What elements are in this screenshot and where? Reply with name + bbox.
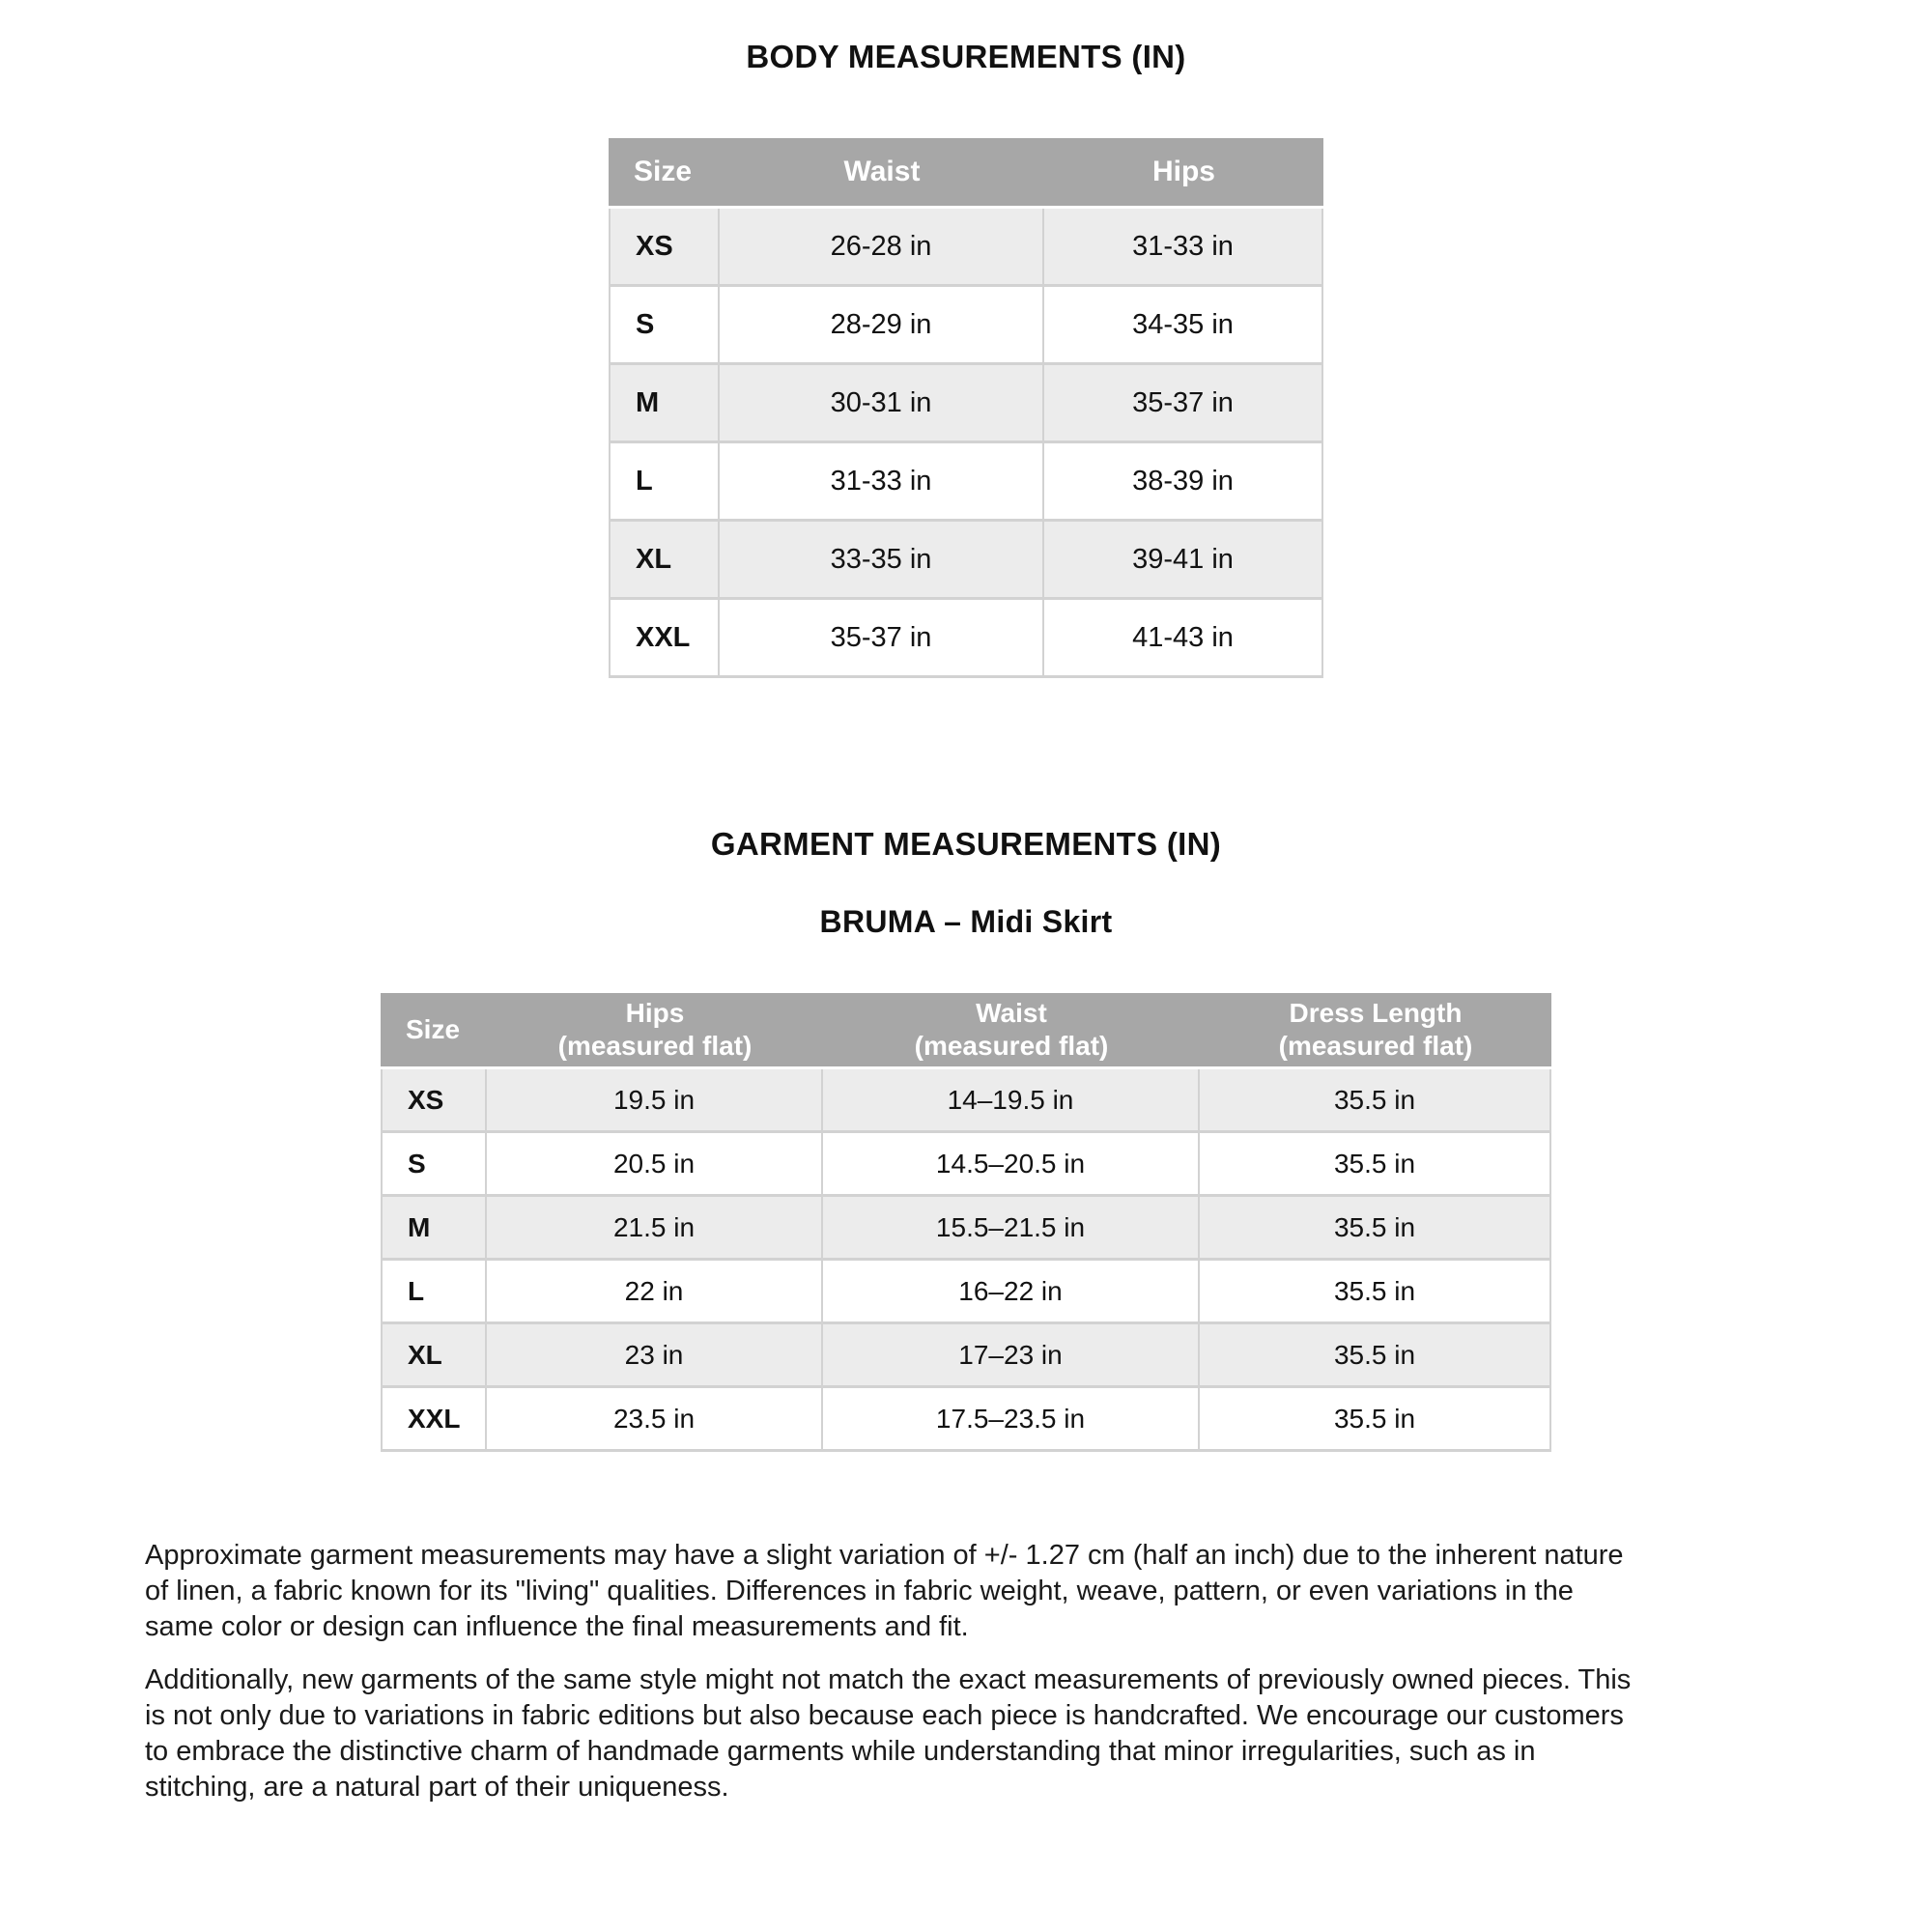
column-header-dress-length-flat <box>1200 993 1551 1069</box>
header-line-1: Waist <box>976 998 1047 1028</box>
waist-cell: 28-29 in <box>720 287 1044 365</box>
hips-cell: 20.5 in <box>487 1133 823 1197</box>
column-header-waist-flat <box>823 993 1200 1069</box>
size-cell: S <box>609 287 720 365</box>
header-line-1: Hips <box>625 998 685 1028</box>
header-line-2: (measured flat) <box>1278 1031 1473 1061</box>
waist-cell: 30-31 in <box>720 365 1044 443</box>
handcrafted-disclaimer-paragraph <box>145 1662 1845 1805</box>
table-row-xxl <box>609 600 1323 678</box>
hips-cell: 31-33 in <box>1044 209 1323 287</box>
hips-cell: 39-41 in <box>1044 522 1323 600</box>
waist-cell: 33-35 in <box>720 522 1044 600</box>
table-row-xs <box>381 1069 1551 1133</box>
note-line: same color or design can influence the final measurements and fit. <box>145 1611 969 1642</box>
body-measurements-title: BODY MEASUREMENTS (IN) <box>746 39 1186 74</box>
hips-cell: 21.5 in <box>487 1197 823 1261</box>
table-row-xs <box>609 209 1323 287</box>
hips-cell: 23.5 in <box>487 1388 823 1452</box>
waist-cell: 26-28 in <box>720 209 1044 287</box>
note-line: stitching, are a natural part of their uniqueness. <box>145 1772 729 1803</box>
waist-cell: 17.5–23.5 in <box>823 1388 1200 1452</box>
table-row-l <box>609 443 1323 522</box>
size-cell: XL <box>381 1324 487 1388</box>
header-line-1: Size <box>406 1014 461 1044</box>
hips-cell: 19.5 in <box>487 1069 823 1133</box>
waist-cell: 14.5–20.5 in <box>823 1133 1200 1197</box>
waist-cell: 15.5–21.5 in <box>823 1197 1200 1261</box>
column-header-size <box>381 993 487 1069</box>
hips-cell: 22 in <box>487 1261 823 1324</box>
table-row-xl <box>381 1324 1551 1388</box>
dress-length-cell: 35.5 in <box>1200 1324 1551 1388</box>
size-cell: XXL <box>609 600 720 678</box>
variation-disclaimer-paragraph <box>145 1538 1845 1645</box>
header-line-1: Dress Length <box>1289 998 1463 1028</box>
note-line: Approximate garment measurements may have a slight variation of +/- 1.27 cm (half an inch) due to the inherent nature <box>145 1540 1624 1571</box>
column-header-hips: Hips <box>1044 138 1323 209</box>
column-header-size: Size <box>609 138 720 209</box>
body-table-header <box>609 138 1323 209</box>
table-row-xxl <box>381 1388 1551 1452</box>
note-line: is not only due to variations in fabric editions but also because each piece is handcrafted. We encourage our customers <box>145 1700 1624 1731</box>
table-row-m <box>609 365 1323 443</box>
hips-cell: 35-37 in <box>1044 365 1323 443</box>
measurement-notes <box>145 1538 1845 1823</box>
table-row-s <box>381 1133 1551 1197</box>
header-row <box>609 138 1323 209</box>
table-row-l <box>381 1261 1551 1324</box>
hips-cell: 23 in <box>487 1324 823 1388</box>
column-header-waist: Waist <box>720 138 1044 209</box>
size-cell: XS <box>381 1069 487 1133</box>
size-cell: XXL <box>381 1388 487 1452</box>
header-line-2: (measured flat) <box>914 1031 1109 1061</box>
dress-length-cell: 35.5 in <box>1200 1133 1551 1197</box>
header-line-2: (measured flat) <box>557 1031 753 1061</box>
size-cell: XS <box>609 209 720 287</box>
table-row-xl <box>609 522 1323 600</box>
header-row <box>381 993 1551 1069</box>
table-row-s <box>609 287 1323 365</box>
size-cell: S <box>381 1133 487 1197</box>
waist-cell: 31-33 in <box>720 443 1044 522</box>
garment-measurements-table <box>381 993 1551 1452</box>
hips-cell: 34-35 in <box>1044 287 1323 365</box>
garment-style-subtitle: BRUMA – Midi Skirt <box>819 904 1113 939</box>
hips-cell: 38-39 in <box>1044 443 1323 522</box>
dress-length-cell: 35.5 in <box>1200 1069 1551 1133</box>
waist-cell: 14–19.5 in <box>823 1069 1200 1133</box>
size-cell: M <box>381 1197 487 1261</box>
dress-length-cell: 35.5 in <box>1200 1388 1551 1452</box>
waist-cell: 16–22 in <box>823 1261 1200 1324</box>
waist-cell: 17–23 in <box>823 1324 1200 1388</box>
size-cell: L <box>381 1261 487 1324</box>
hips-cell: 41-43 in <box>1044 600 1323 678</box>
note-line: Additionally, new garments of the same style might not match the exact measurements of previously owned pieces. This <box>145 1664 1632 1695</box>
table-row-m <box>381 1197 1551 1261</box>
column-header-hips-flat <box>487 993 823 1069</box>
size-cell: M <box>609 365 720 443</box>
dress-length-cell: 35.5 in <box>1200 1197 1551 1261</box>
note-line: of linen, a fabric known for its "living" qualities. Differences in fabric weight, weave, pattern, or even variations in the <box>145 1576 1574 1606</box>
note-line: to embrace the distinctive charm of handmade garments while understanding that minor irregularities, such as in <box>145 1736 1536 1767</box>
waist-cell: 35-37 in <box>720 600 1044 678</box>
size-cell: XL <box>609 522 720 600</box>
size-cell: L <box>609 443 720 522</box>
garment-table-header <box>381 993 1551 1069</box>
dress-length-cell: 35.5 in <box>1200 1261 1551 1324</box>
body-measurements-table <box>609 138 1323 678</box>
garment-measurements-title: GARMENT MEASUREMENTS (IN) <box>710 826 1222 862</box>
